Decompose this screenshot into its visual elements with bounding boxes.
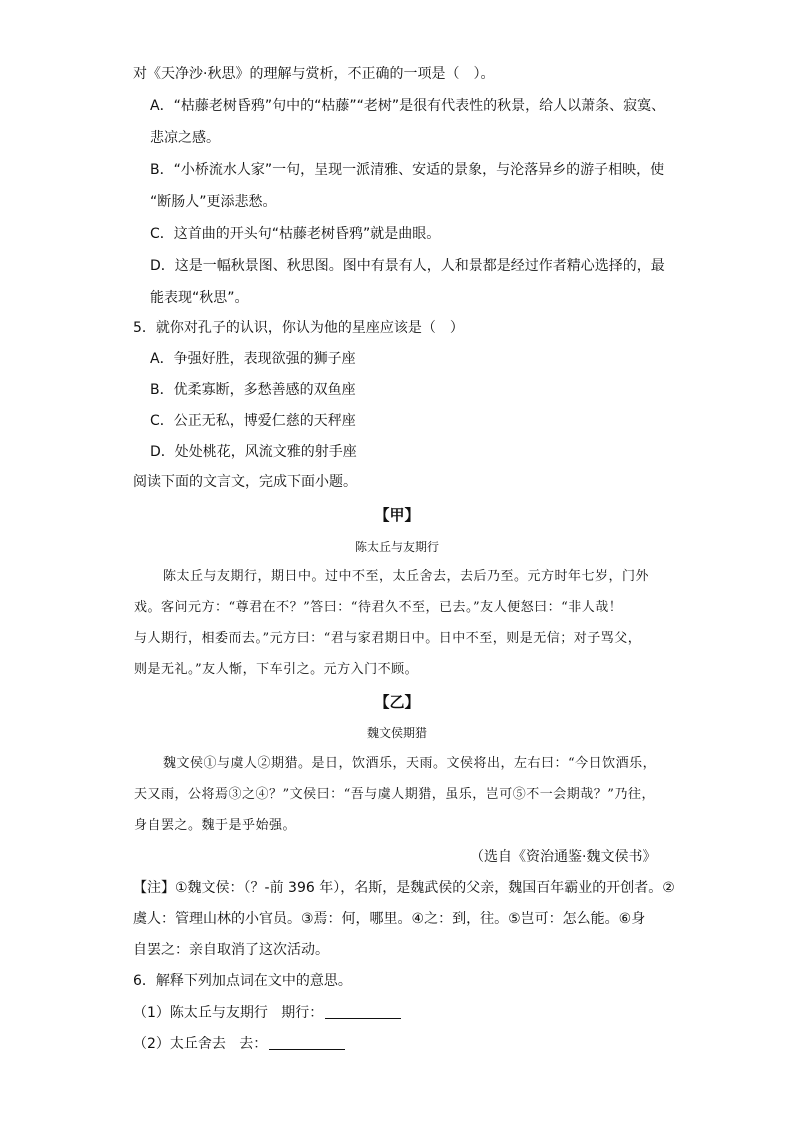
q4-option-a-line2: 悲凉之感。 bbox=[150, 130, 220, 146]
reading-intro: 阅读下面的文言文，完成下面小题。 bbox=[133, 474, 357, 490]
q6-item-2 bbox=[133, 1034, 345, 1054]
q5-option-b: B．优柔寡断，多愁善感的双鱼座 bbox=[150, 382, 356, 398]
notes-line: 虞人：管理山林的小官员。③焉：何，哪里。④之：到，往。⑤岂可：怎么能。⑥身 bbox=[133, 911, 646, 927]
q6-item-word: 期行： bbox=[281, 1005, 324, 1021]
q6-item-1 bbox=[133, 1003, 401, 1023]
passage-yi-source: （选自《资治通鉴·魏文侯书》 bbox=[470, 849, 657, 865]
notes-line: 【注】①魏文侯：（？-前 396 年），名斯，是魏武侯的父亲，魏国百年霸业的开创者。② bbox=[133, 880, 675, 896]
q4-option-b-line1: B．“小桥流水人家”一句，呈现一派清雅、安适的景象，与沦落异乡的游子相映，使 bbox=[150, 162, 665, 178]
passage-jia-line: 与人期行，相委而去。”元方曰：“君与家君期日中。日中不至，则是无信；对子骂父， bbox=[134, 631, 642, 646]
q5-option-c: C．公正无私，博爱仁慈的天秤座 bbox=[150, 413, 356, 429]
q6-item-phrase: 太丘舍去 bbox=[169, 1036, 226, 1052]
answer-blank[interactable] bbox=[325, 1004, 401, 1019]
q4-option-b-line2: “断肠人”更添悲愁。 bbox=[150, 194, 277, 210]
q6-item-word: 去： bbox=[239, 1036, 268, 1052]
q6-item-phrase: 陈太丘与友期行 bbox=[169, 1005, 268, 1021]
q6-item-number: （1） bbox=[133, 1005, 170, 1021]
notes-line: 自罢之：亲自取消了这次活动。 bbox=[133, 942, 329, 958]
q4-stem: 对《天净沙·秋思》的理解与赏析，不正确的一项是（ ）。 bbox=[133, 66, 495, 82]
passage-jia-line: 则是无礼。”友人惭，下车引之。元方入门不顾。 bbox=[134, 662, 419, 677]
q4-option-a-line1: A．“枯藤老树昏鸦”句中的“枯藤”“老树”是很有代表性的秋景，给人以萧条、寂寞、 bbox=[150, 98, 666, 114]
answer-blank[interactable] bbox=[269, 1035, 345, 1050]
passage-yi-label: 【乙】 bbox=[374, 693, 420, 711]
passage-jia-line: 陈太丘与友期行，期日中。过中不至，太丘舍去，去后乃至。元方时年七岁，门外 bbox=[163, 569, 650, 584]
q6-stem: 6．解释下列加点词在文中的意思。 bbox=[133, 973, 352, 989]
passage-jia-line: 戏。客问元方：“尊君在不？”答曰：“待君久不至，已去。”友人便怒曰：“非人哉！ bbox=[134, 600, 623, 615]
q6-item-number: （2） bbox=[133, 1036, 170, 1052]
passage-jia-label: 【甲】 bbox=[374, 506, 420, 524]
q4-option-d-line1: D．这是一幅秋景图、秋思图。图中有景有人，人和景都是经过作者精心选择的，最 bbox=[150, 258, 665, 274]
q4-option-d-line2: 能表现“秋思”。 bbox=[150, 290, 249, 306]
q5-stem: 5．就你对孔子的认识，你认为他的星座应该是（ ） bbox=[133, 320, 464, 336]
passage-yi-title: 魏文侯期猎 bbox=[366, 726, 427, 740]
passage-yi-line: 天又雨，公将焉③之④？”文侯曰：“吾与虞人期猎，虽乐，岂可⑤不一会期哉？”乃往， bbox=[134, 787, 655, 802]
passage-yi-line: 魏文侯①与虞人②期猎。是日，饮酒乐，天雨。文侯将出，左右曰：“今日饮酒乐， bbox=[163, 756, 657, 771]
passage-jia-title: 陈太丘与友期行 bbox=[354, 540, 439, 554]
q5-option-a: A．争强好胜，表现欲强的狮子座 bbox=[150, 351, 356, 367]
passage-yi-line: 身自罢之。魏于是乎始强。 bbox=[134, 818, 297, 833]
q4-option-c: C．这首曲的开头句“枯藤老树昏鸦”就是曲眼。 bbox=[150, 226, 441, 242]
q5-option-d: D．处处桃花，风流文雅的射手座 bbox=[150, 444, 357, 460]
